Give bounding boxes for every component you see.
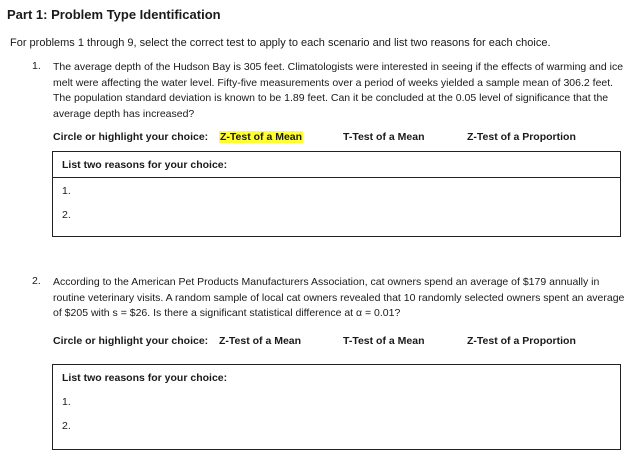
reasons-box [52,364,621,450]
choice-t-test-mean[interactable]: T-Test of a Mean [343,335,425,347]
problem-text-line: The average depth of the Hudson Bay is 305 feet. Climatologists were interested in seeing if the effects of warming and ice [53,61,624,73]
reason-2-field[interactable]: 2. [62,420,71,432]
choice-prompt: Circle or highlight your choice: [53,131,209,143]
choice-t-test-mean[interactable]: T-Test of a Mean [343,131,425,143]
instructions-text: For problems 1 through 9, select the correct test to apply to each scenario and list two reasons for each choice. [10,37,551,49]
problem-text-line: average depth has increased? [53,107,195,120]
choice-row [53,335,631,351]
problem-number: 1. [32,60,41,72]
choice-z-test-proportion[interactable]: Z-Test of a Proportion [467,335,576,347]
problem-text-line: The population standard deviation is known to be 1.89 feet. Can it be concluded at the 0.05 level of significance that the [53,92,609,104]
problem-text-line: melt were affecting the water level. Fifty-five measurements over a period of weeks yielded a sample mean of 306.2 feet. [53,76,614,89]
choice-prompt: Circle or highlight your choice: [53,335,209,347]
reason-1-field[interactable]: 1. [62,185,71,197]
problem-text-line: routine veterinary visits. A random sample of local cat owners revealed that 10 randomly selected owners spent an average [53,291,625,304]
problem-number: 2. [32,275,41,287]
choice-row [53,131,631,147]
choice-z-test-proportion[interactable]: Z-Test of a Proportion [467,131,576,143]
reason-1-field[interactable]: 1. [62,396,71,408]
reasons-title: List two reasons for your choice: [62,159,228,171]
reasons-title: List two reasons for your choice: [62,372,228,384]
reasons-box [52,151,621,237]
choice-z-test-mean[interactable]: Z-Test of a Mean [219,335,302,347]
box-divider [53,177,620,178]
reason-2-field[interactable]: 2. [62,209,71,221]
problem-text [53,60,631,122]
problem-text-line: According to the American Pet Products Manufacturers Association, cat owners spend an average of $179 annually in [53,276,600,288]
section-heading: Part 1: Problem Type Identification [7,7,221,22]
choice-z-test-mean[interactable]: Z-Test of a Mean [220,131,303,143]
problem-text-line: of $205 with s = $26. Is there a significant statistical difference at α = 0.01? [53,307,401,319]
problem-text [53,275,631,322]
